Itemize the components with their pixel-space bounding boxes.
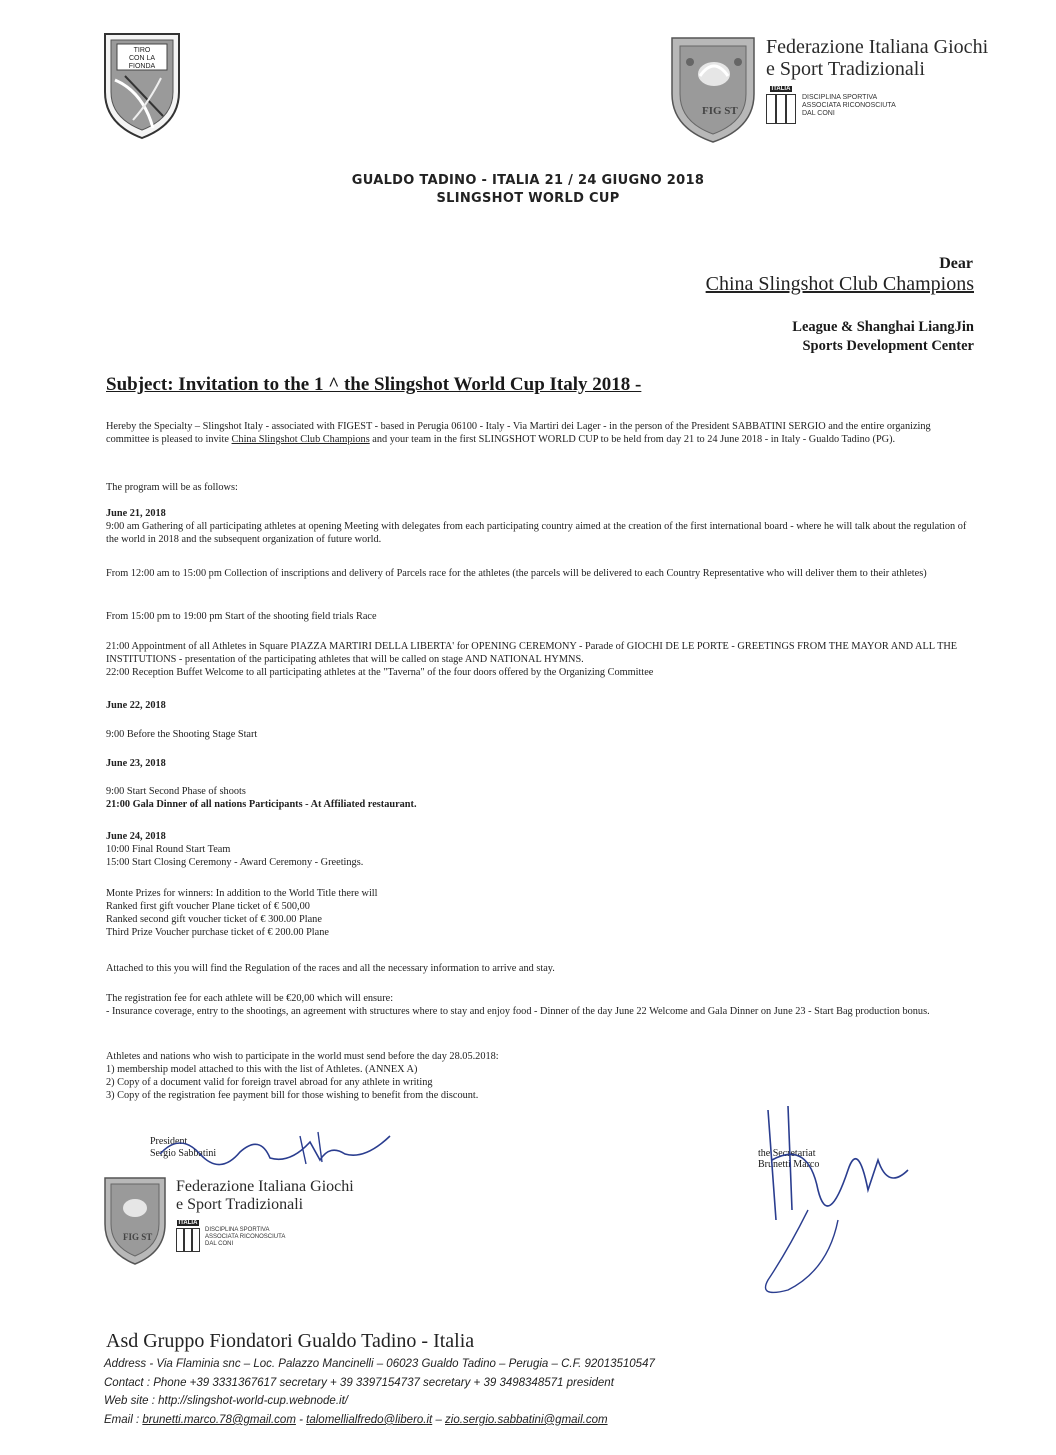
prizes-section [106,887,976,939]
stamp-badge-text: FIG ST [123,1232,153,1242]
footer-email-line [104,1411,655,1430]
requirements-line3: 2) Copy of a document valid for foreign travel abroad for any athlete in writing [106,1077,433,1088]
june23-item1: 9:00 Start Second Phase of shoots [106,786,246,797]
federation-name-line1: Federazione Italiana Giochi [766,36,989,58]
figest-stamp-logo [103,1176,167,1266]
event-title [0,172,1056,208]
june23-date: June 23, 2018 [106,758,166,769]
footer-organization-title: Asd Gruppo Fiondatori Gualdo Tadino - Italia [106,1330,475,1352]
coni-line-2: ASSOCIATA RICONOSCIUTA [802,102,896,109]
stamp-federation-name [176,1178,354,1214]
footer-contact: Contact : Phone +39 3331367617 secretary + 39 3397154737 secretary + 39 3498348571 president [104,1376,614,1389]
stamp-coni-line-3: DAL CONI [205,1240,234,1247]
secretariat-name: Brunetti Marco [758,1159,820,1170]
june22-date: June 22, 2018 [106,700,166,711]
secretariat-signature-scribble [748,1100,918,1300]
footer-website[interactable]: Web site : http://slingshot-world-cup.webnode.it/ [104,1395,348,1408]
stamp-coni-text [205,1227,285,1248]
footer-email-2[interactable]: talomellialfredo@libero.it [306,1413,433,1426]
event-title-line2: SLINGSHOT WORLD CUP [436,191,620,206]
subject-line: Subject: Invitation to the 1 ^ the Slingshot World Cup Italy 2018 - [106,374,642,395]
recipient-org-line1: League & Shanghai LiangJin [792,319,974,335]
prizes-line1: Monte Prizes for winners: In addition to the World Title there will [106,888,378,899]
attached-note: Attached to this you will find the Regulation of the races and all the necessary information to arrive and stay. [106,963,555,974]
june21-section [106,507,976,546]
june24-item2: 15:00 Start Closing Ceremony - Award Ceremony - Greetings. [106,857,364,868]
president-title: President [150,1136,188,1147]
logo-text-2: CON LA [128,55,156,62]
intro-part1: Hereby the Specialty – Slingshot Italy - associated with FIGEST - based in Perugia 06100 - Italy - Via Martiri dei Lager - in the person of the President SABBATINI SERGIO and the entire organizing committee is pleased to invite [106,421,931,445]
footer-email-1[interactable]: brunetti.marco.78@gmail.com [142,1413,296,1426]
logo-text-3: FIONDA [128,63,156,70]
footer-email-label: Email : [104,1413,143,1426]
june21-item1: 9:00 am Gathering of all participating athletes at opening Meeting with delegates from each participating country aimed at the creation of the first international board - where he will talk about the regulation of the world in 2018 and the subsequent organization of future world. [106,521,967,545]
june23-section [106,785,976,811]
june22-item1: 9:00 Before the Shooting Stage Start [106,729,258,740]
coni-line-1: DISCIPLINA SPORTIVA [802,94,878,101]
requirements-line1: Athletes and nations who wish to participate in the world must send before the day 28.05.2018: [106,1051,499,1062]
footer-email-sep-2: – [432,1413,446,1426]
stamp-name-line2: e Sport Tradizionali [176,1196,304,1213]
requirements-line2: 1) membership model attached to this with the list of Athletes. (ANNEX A) [106,1064,418,1075]
june24-section [106,830,976,869]
june21-item5: 22:00 Reception Buffet Welcome to all participating athletes at the "Taverna" of the four doors offered by the Organizing Committee [106,667,654,678]
italia-flag-icon [766,86,796,126]
secretariat-title: the Secretariat [758,1148,816,1159]
stamp-coni-line-2: ASSOCIATA RICONOSCIUTA [205,1233,286,1240]
prizes-line4: Third Prize Voucher purchase ticket of € 200.00 Plane [106,927,329,938]
tiro-con-la-fionda-logo [103,32,181,140]
figest-badge-text: FIG ST [702,105,738,117]
stamp-italia-flag-icon [176,1220,200,1254]
stamp-name-line1: Federazione Italiana Giochi [176,1178,354,1195]
june24-date: June 24, 2018 [106,831,166,842]
requirements-line4: 3) Copy of the registration fee payment bill for those wishing to benefit from the discount. [106,1090,479,1101]
june23-item2: 21:00 Gala Dinner of all nations Participants - At Affiliated restaurant. [106,799,417,810]
fee-line2: - Insurance coverage, entry to the shootings, an agreement with structures where to stay and enjoy food - Dinner of the day June 22 Welcome and Gala Dinner on June 23 - Start Bag production bonus. [106,1006,930,1017]
stamp-italia-label: ITALIA [178,1220,198,1226]
federation-name [766,36,988,80]
logo-text-1: TIRO [133,47,151,54]
coni-text [802,94,896,118]
footer-email-sep-1: - [295,1413,307,1426]
president-name: Sergio Sabbatini [150,1148,217,1159]
intro-part2: and your team in the first SLINGSHOT WORLD CUP to be held from day 21 to 24 June 2018 - in Italy - Gualdo Tadino (PG). [369,434,896,445]
requirements-section [106,1050,976,1102]
italia-label: ITALIA [771,86,791,92]
event-title-line1: GUALDO TADINO - ITALIA 21 / 24 GIUGNO 2018 [351,173,705,188]
coni-recognition [766,86,896,126]
stamp-coni-recognition [176,1220,285,1254]
coni-line-3: DAL CONI [802,110,835,117]
invitee-name: China Slingshot Club Champions [231,434,370,445]
fee-line1: The registration fee for each athlete will be €20,00 which will ensure: [106,993,394,1004]
federation-name-line2: e Sport Tradizionali [766,58,925,80]
salutation: Dear [939,255,973,272]
stamp-coni-line-1: DISCIPLINA SPORTIVA [205,1226,270,1233]
june21-item2: From 12:00 am to 15:00 pm Collection of inscriptions and delivery of Parcels race for the athletes (the parcels will be delivered to each Country Representative who will deliver them to their athletes) [106,568,927,579]
program-intro: The program will be as follows: [106,482,238,493]
prizes-line2: Ranked first gift voucher Plane ticket of € 500,00 [106,901,310,912]
recipient-org-line2: Sports Development Center [802,338,974,354]
june21-item4-5 [106,640,976,679]
footer-email-3[interactable]: zio.sergio.sabbatini@gmail.com [445,1413,608,1426]
june24-item1: 10:00 Final Round Start Team [106,844,231,855]
june21-item4: 21:00 Appointment of all Athletes in Square PIAZZA MARTIRI DELLA LIBERTA' for OPENING CEREMONY - Parade of GIOCHI DE LE PORTE - GREETINGS FROM THE MAYOR AND ALL THE INSTITUTIONS - presentation of the participating athletes that will be called on stage AND NATIONAL HYMNS. [106,641,958,665]
june21-date: June 21, 2018 [106,508,166,519]
june21-item3: From 15:00 pm to 19:00 pm Start of the shooting field trials Race [106,611,377,622]
figest-shield-logo [670,36,756,144]
fee-section [106,992,976,1018]
president-signature-scribble [150,1124,400,1174]
intro-paragraph [106,420,976,446]
recipient-organization [792,318,974,356]
footer-address: Address - Via Flaminia snc – Loc. Palazzo Mancinelli – 06023 Gualdo Tadino – Perugia – C.F. 92013510547 [104,1358,655,1370]
recipient-name: China Slingshot Club Champions [705,273,974,295]
prizes-line3: Ranked second gift voucher ticket of € 300.00 Plane [106,914,322,925]
footer-contact-info [104,1355,655,1429]
